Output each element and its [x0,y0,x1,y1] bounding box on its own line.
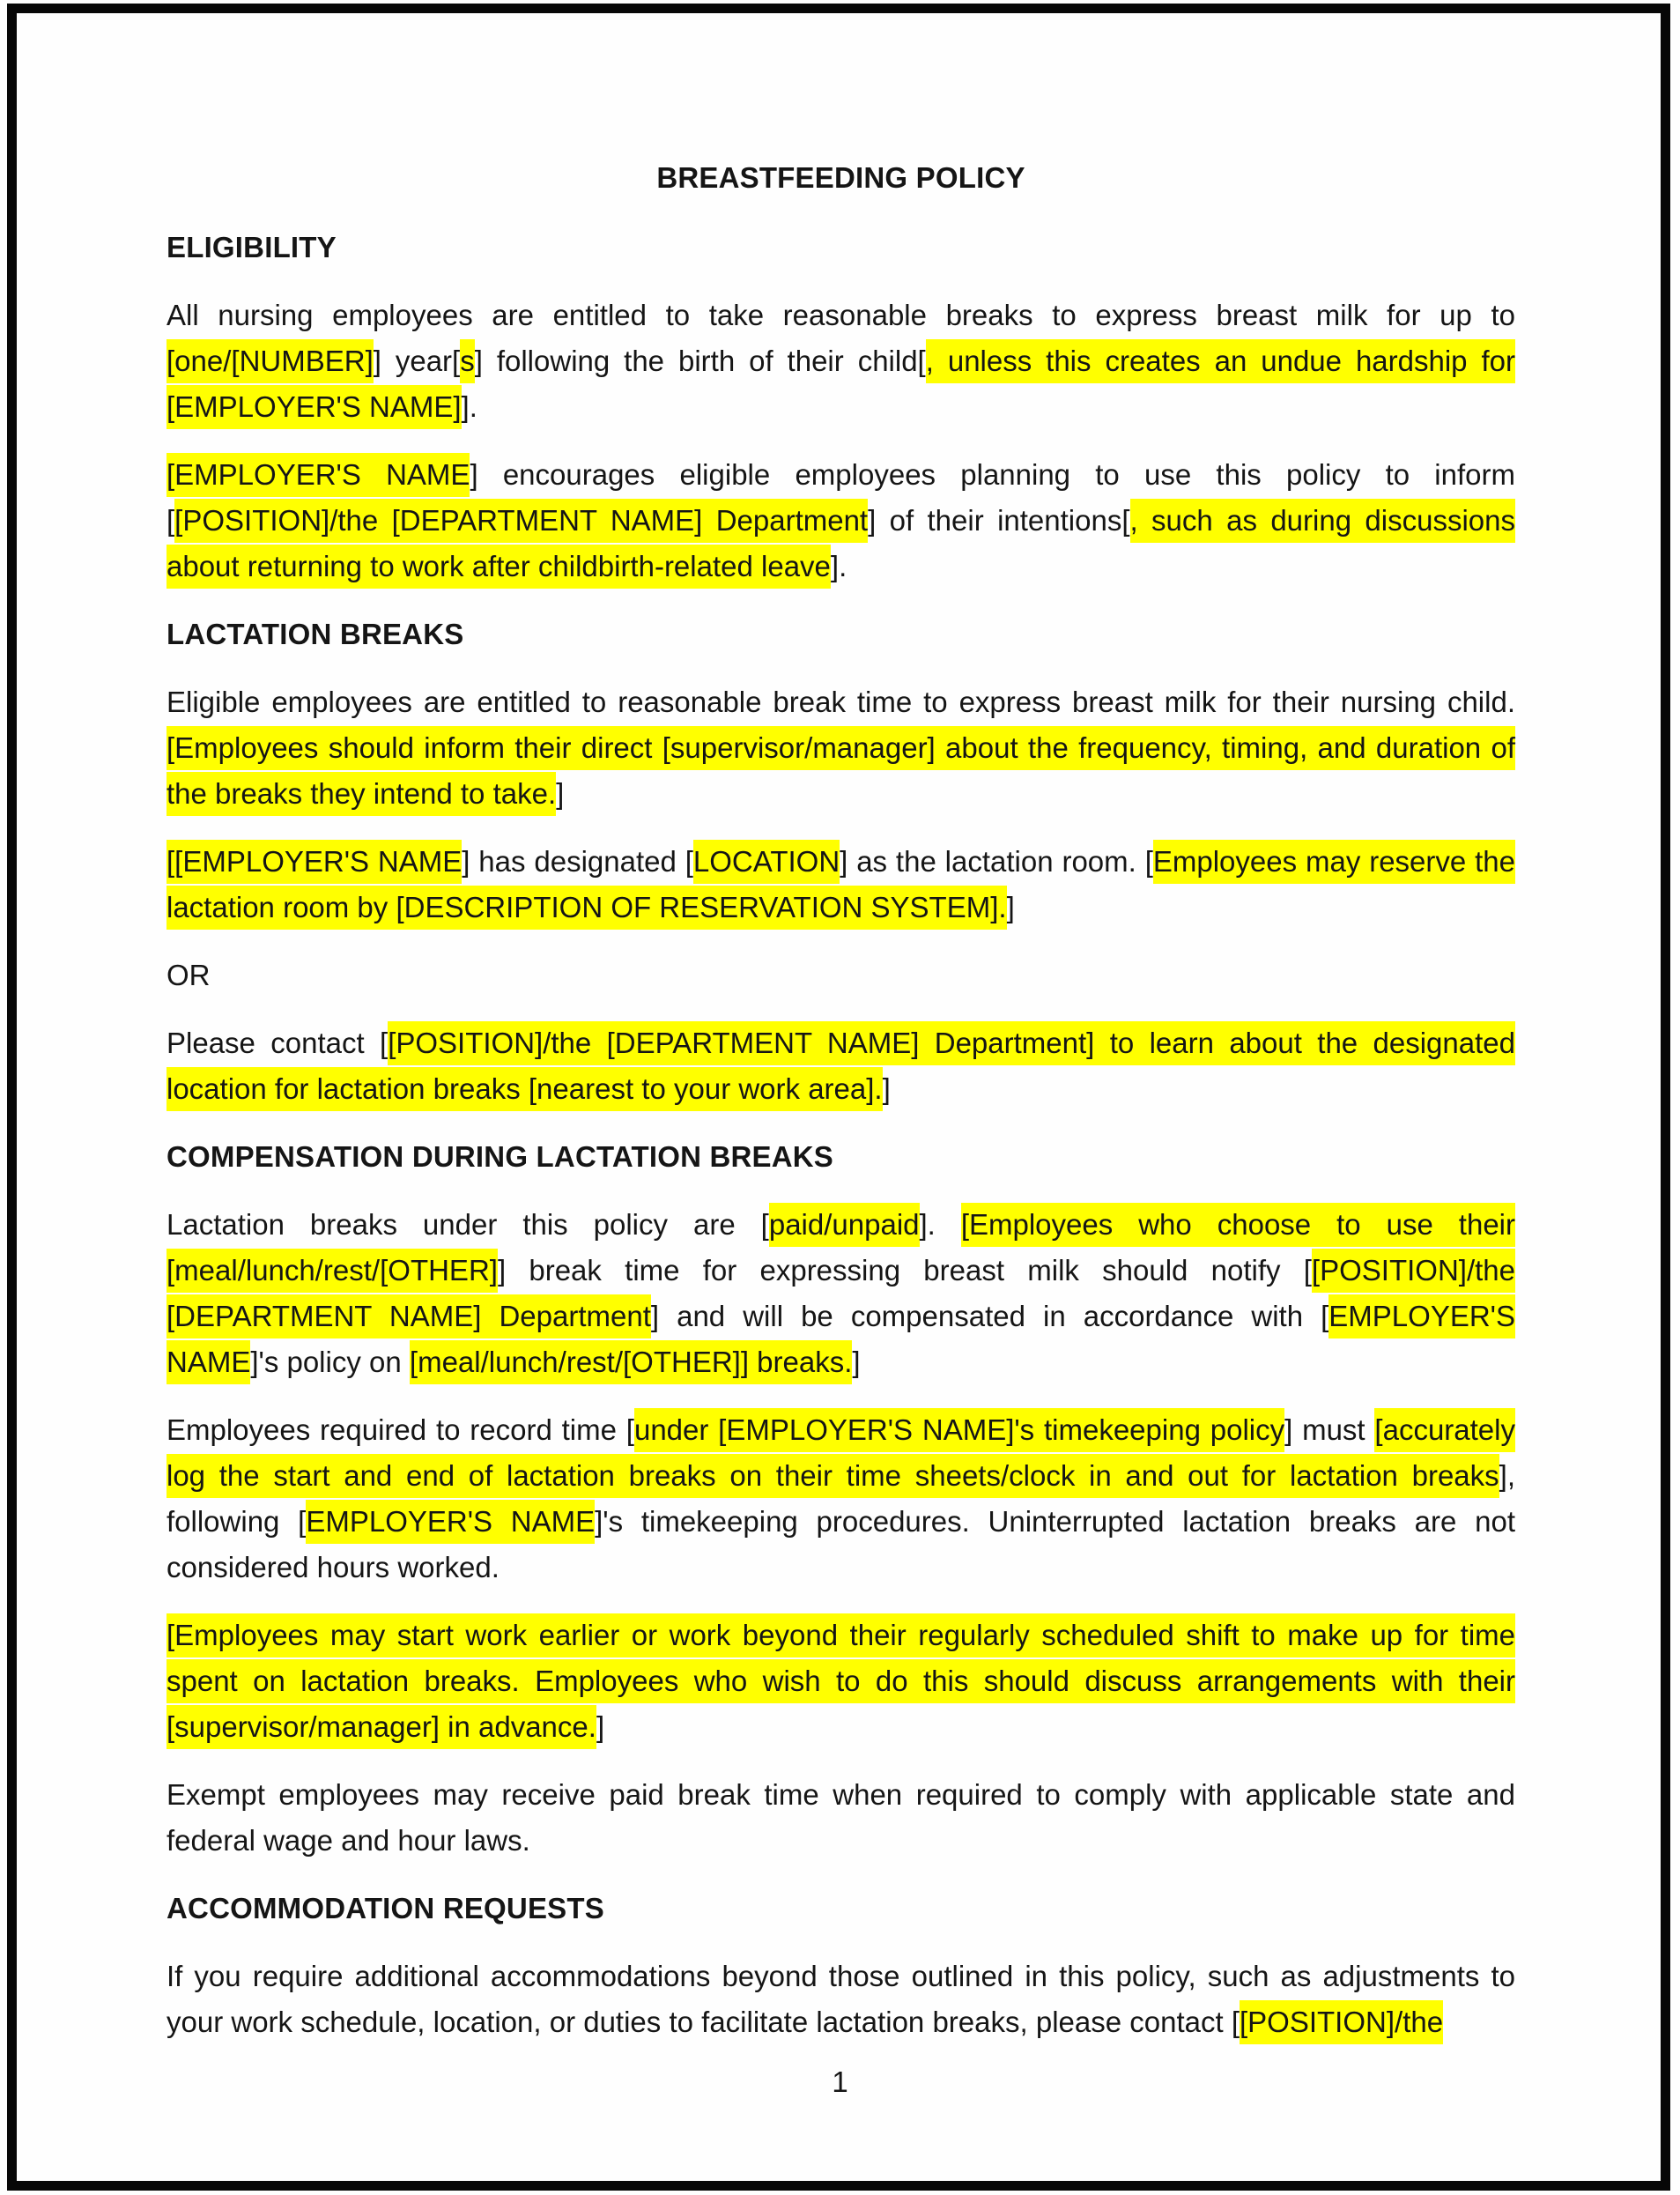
highlighted-placeholder-text: EMPLOYER'S NAME [167,1294,1515,1384]
body-text: ] of their intentions[ [868,504,1130,537]
body-text: ] [852,1346,861,1378]
body-text: ] encourages eligible employees planning to use this policy to inform [ [167,458,1515,537]
body-text: ] [556,777,565,810]
body-text: ]. [919,1208,961,1241]
highlighted-placeholder-text: s [460,339,475,383]
page-number: 1 [832,2065,848,2098]
highlighted-placeholder-text: [POSITION]/the [DEPARTMENT NAME] Department] to learn about the designated location for lactation breaks [nearest to your work area]. [167,1021,1515,1111]
body-text: ] as the lactation room. [ [840,845,1153,878]
highlighted-placeholder-text: [POSITION]/the [DEPARTMENT NAME] Department [167,1249,1515,1339]
body-text: Employees required to record time [ [167,1413,634,1446]
body-text: ] break time for expressing breast milk should notify [ [497,1254,1312,1287]
paragraph [167,1772,1515,1864]
body-text: Lactation breaks under this policy are [ [167,1208,769,1241]
body-text: ] and will be compensated in accordance with [ [650,1300,1329,1332]
paragraph [167,953,1515,998]
paragraph [167,1020,1515,1112]
body-text: ] following the birth of their child[ [474,345,926,377]
paragraph [167,679,1515,817]
highlighted-placeholder-text: EMPLOYER'S NAME [306,1500,595,1544]
body-text: ]. [461,390,477,423]
highlighted-placeholder-text: [meal/lunch/rest/[OTHER]] breaks. [410,1340,853,1384]
body-text: ] [596,1710,605,1743]
body-text: ] must [1284,1413,1375,1446]
highlighted-placeholder-text: [Employees should inform their direct [supervisor/manager] about the frequency, timing, and duration of the breaks they intend to take. [167,726,1515,816]
section-heading: ACCOMMODATION REQUESTS [167,1892,604,1924]
highlighted-placeholder-text: [accurately log the start and end of lactation breaks on their time sheets/clock in and out for lactation breaks [167,1408,1515,1498]
section-heading: LACTATION BREAKS [167,618,464,650]
highlighted-placeholder-text: Employees may reserve the lactation room by [DESCRIPTION OF RESERVATION SYSTEM]. [167,840,1515,930]
section-heading: ELIGIBILITY [167,231,337,263]
section-heading: COMPENSATION DURING LACTATION BREAKS [167,1140,834,1173]
body-text: ] [1006,891,1015,923]
body-text: ] has designated [ [462,845,693,878]
body-text: ] year[ [373,345,461,377]
body-text: Eligible employees are entitled to reasonable break time to express breast milk for their nursing child. [167,686,1515,718]
body-text: ]'s timekeeping procedures. Uninterrupted lactation breaks are not considered hours worked. [167,1505,1515,1583]
paragraph [167,452,1515,590]
body-text: All nursing employees are entitled to take reasonable breaks to express breast milk for up to [167,299,1515,331]
body-text: ]'s policy on [250,1346,410,1378]
highlighted-placeholder-text: [[EMPLOYER'S NAME [167,840,462,884]
highlighted-placeholder-text: , unless this creates an undue hardship for [EMPLOYER'S NAME] [167,339,1515,429]
body-text: ], following [ [167,1459,1515,1538]
highlighted-placeholder-text: [POSITION]/the [DEPARTMENT NAME] Department [174,499,868,543]
highlighted-placeholder-text: , such as during discussions about returning to work after childbirth-related leave [167,499,1515,589]
body-text: ]. [830,550,847,582]
document-content [167,155,1515,2067]
highlighted-placeholder-text: under [EMPLOYER'S NAME]'s timekeeping policy [634,1408,1284,1452]
highlighted-placeholder-text: [POSITION]/the [1240,2000,1443,2044]
body-text: ] [882,1072,891,1105]
body-text: If you require additional accommodations beyond those outlined in this policy, such as adjustments to your work schedule, location, or duties to facilitate lactation breaks, please contact [ [167,1960,1515,2038]
document-title: BREASTFEEDING POLICY [656,161,1025,194]
highlighted-placeholder-text: paid/unpaid [769,1203,920,1247]
paragraph [167,839,1515,931]
highlighted-placeholder-text: [Employees may start work earlier or work beyond their regularly scheduled shift to make up for time spent on lactation breaks. Employees who wish to do this should discuss arrangements with their [supervisor/manager] in advance. [167,1613,1515,1749]
highlighted-placeholder-text: [Employees who choose to use their [meal/lunch/rest/[OTHER] [167,1203,1515,1293]
highlighted-placeholder-text: [EMPLOYER'S NAME [167,453,470,497]
paragraph [167,1407,1515,1591]
highlighted-placeholder-text: LOCATION [693,840,840,884]
paragraph [167,293,1515,430]
body-text: OR [167,959,211,991]
body-text: Exempt employees may receive paid break time when required to comply with applicable state and federal wage and hour laws. [167,1778,1515,1857]
paragraph [167,1954,1515,2045]
paragraph [167,1202,1515,1385]
highlighted-placeholder-text: [one/[NUMBER] [167,339,374,383]
paragraph [167,1613,1515,1750]
body-text: Please contact [ [167,1027,389,1059]
